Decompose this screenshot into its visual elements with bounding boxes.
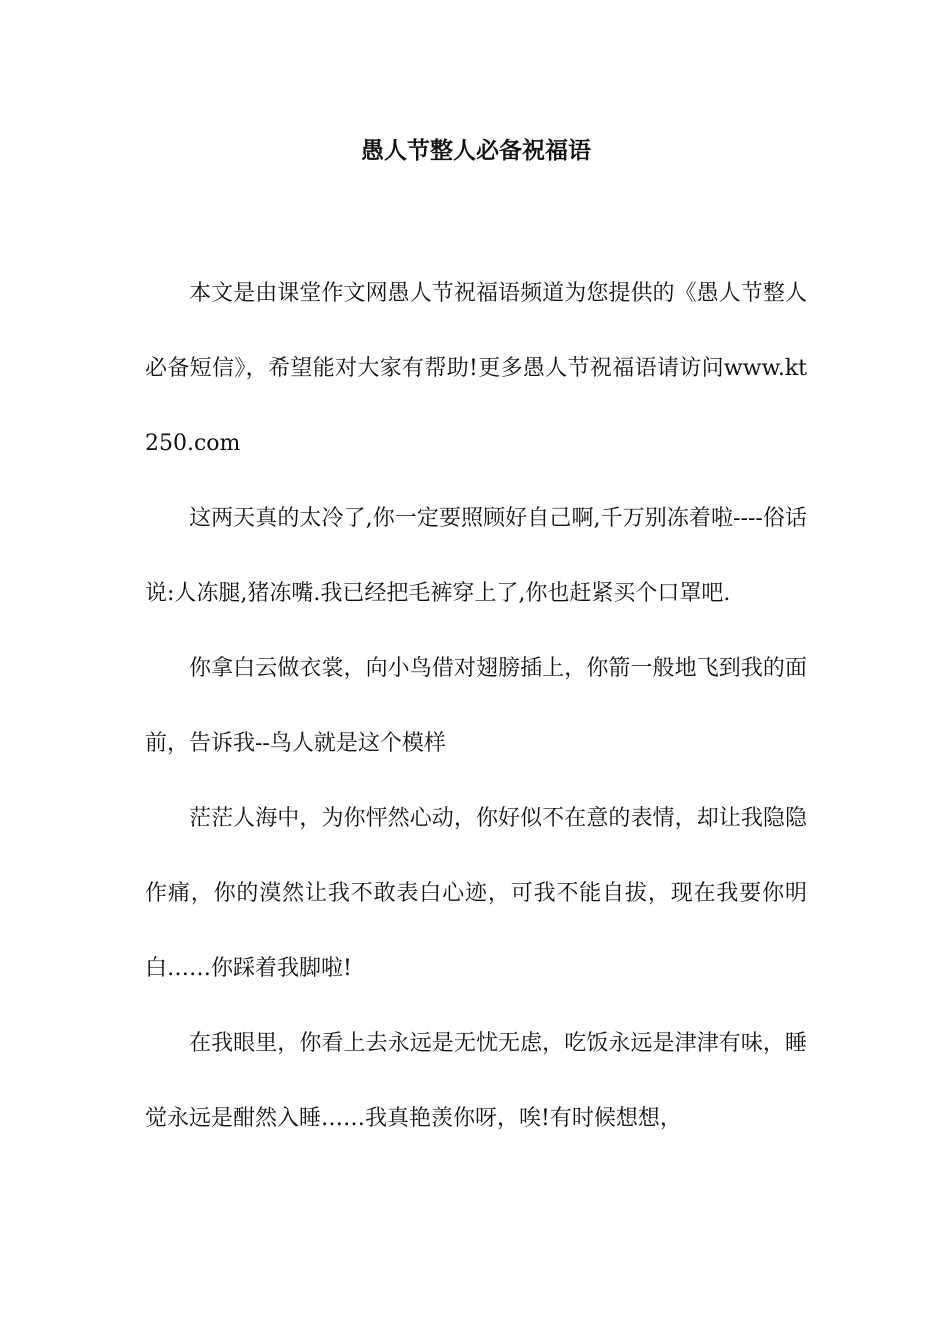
paragraph-bird: 你拿白云做衣裳，向小鸟借对翅膀插上，你箭一般地飞到我的面前，告诉我--鸟人就是这个模样 <box>145 656 807 756</box>
document-body <box>145 256 807 1156</box>
paragraph-intro: 本文是由课堂作文网愚人节祝福语频道为您提供的《愚人节整人必备短信》，希望能对大家有帮助!更多愚人节祝福语请访问www.kt250.com <box>145 281 807 456</box>
paragraph-carefree: 在我眼里，你看上去永远是无忧无虑，吃饭永远是津津有味，睡觉永远是酣然入睡……我真艳羡你呀，唉!有时候想想， <box>145 1031 807 1131</box>
document-title: 愚人节整人必备祝福语 <box>361 137 591 164</box>
paragraph-cold-weather: 这两天真的太冷了,你一定要照顾好自己啊,千万别冻着啦----俗话说:人冻腿,猪冻嘴.我已经把毛裤穿上了,你也赶紧买个口罩吧. <box>145 506 807 606</box>
paragraph-heart: 茫茫人海中，为你怦然心动，你好似不在意的表情，却让我隐隐作痛，你的漠然让我不敢表白心迹，可我不能自拔，现在我要你明白……你踩着我脚啦! <box>145 806 807 981</box>
